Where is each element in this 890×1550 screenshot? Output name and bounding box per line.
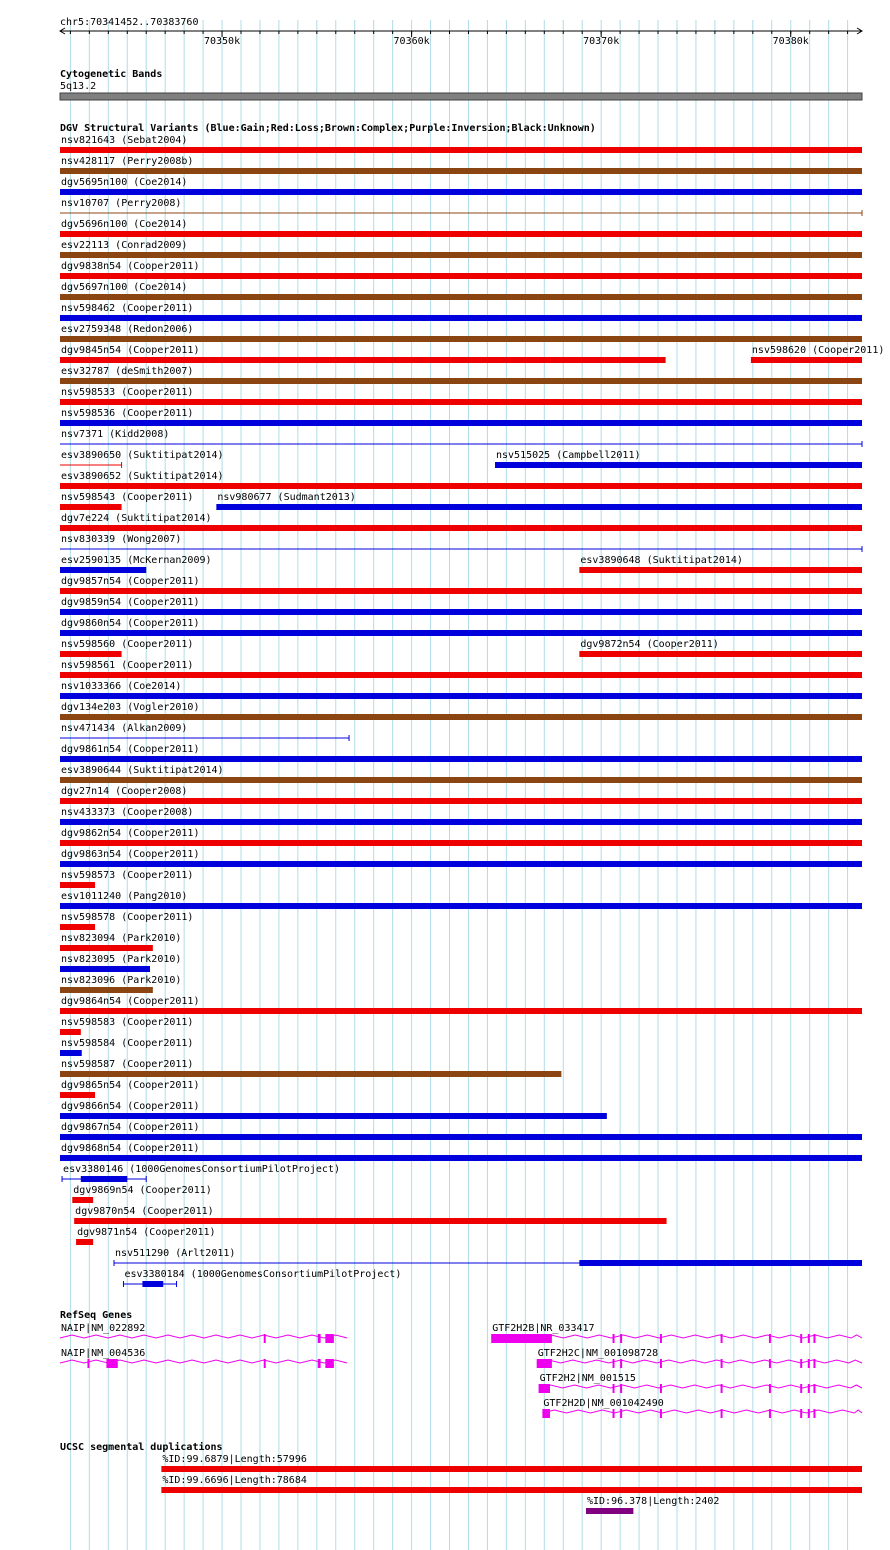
variant-label: nsv598583 (Cooper2011) (61, 1017, 194, 1028)
gene-label: GTF2H2D|NM_001042490 (543, 1398, 664, 1409)
variant-label: nsv598561 (Cooper2011) (61, 660, 194, 671)
variant-bar (60, 315, 862, 321)
segdup-track-title: UCSC segmental duplications (60, 1442, 223, 1453)
variant-label: nsv980677 (Sudmant2013) (217, 492, 356, 503)
variant-bar (60, 294, 862, 300)
variant-bar (60, 945, 153, 951)
variant-bar (60, 1113, 607, 1119)
variant-label: nsv821643 (Sebat2004) (61, 135, 188, 146)
variant-label: nsv823094 (Park2010) (61, 933, 182, 944)
variant-label: esv3890644 (Suktitipat2014) (61, 765, 224, 776)
variant-bar (60, 252, 862, 258)
cytoband-label: 5q13.2 (60, 81, 97, 92)
variant-label: esv32787 (deSmith2007) (61, 366, 194, 377)
variant-label: dgv7e224 (Suktitipat2014) (61, 513, 212, 524)
variant-bar (60, 567, 146, 573)
variant-bar (60, 630, 862, 636)
variant-label: esv3380184 (1000GenomesConsortiumPilotProject) (124, 1269, 402, 1280)
variant-bar (60, 504, 122, 510)
gene-exon (325, 1334, 334, 1343)
variant-bar (60, 1155, 862, 1161)
variant-bar (60, 672, 862, 678)
gene-exon (325, 1359, 334, 1368)
refseq-track-title: RefSeq Genes (60, 1310, 133, 1321)
variant-label: nsv10707 (Perry2008) (61, 198, 182, 209)
variant-bar (495, 462, 862, 468)
gene-exon (613, 1384, 615, 1393)
gene-exon (264, 1359, 266, 1368)
variant-label: esv3890648 (Suktitipat2014) (580, 555, 743, 566)
variant-bar (60, 693, 862, 699)
variant-label: nsv433373 (Cooper2008) (61, 807, 194, 818)
variant-label: dgv9869n54 (Cooper2011) (73, 1185, 212, 1196)
gene-exon (769, 1334, 771, 1343)
gene-exon (813, 1409, 815, 1418)
variant-bar (60, 147, 862, 153)
gene-exon (106, 1359, 117, 1368)
variant-label: dgv9863n54 (Cooper2011) (61, 849, 200, 860)
gene-label: NAIP|NM_004536 (61, 1348, 146, 1359)
variant-label: nsv598573 (Cooper2011) (61, 870, 194, 881)
gene-exon (620, 1409, 622, 1418)
variant-label: nsv823096 (Park2010) (61, 975, 182, 986)
variant-bar (60, 1134, 862, 1140)
variant-bar (60, 483, 862, 489)
variant-bar (60, 1050, 82, 1056)
variant-label: dgv9867n54 (Cooper2011) (61, 1122, 200, 1133)
segdup-bar (161, 1487, 862, 1493)
gene-exon (721, 1409, 723, 1418)
variant-label: nsv598543 (Cooper2011) (61, 492, 194, 503)
variant-bar (60, 609, 862, 615)
variant-label: dgv9868n54 (Cooper2011) (61, 1143, 200, 1154)
segdup-bar (161, 1466, 862, 1472)
variant-bar (60, 399, 862, 405)
variant-label: nsv1033366 (Coe2014) (61, 681, 182, 692)
variant-bar (60, 903, 862, 909)
variant-bar (60, 1008, 862, 1014)
variant-label: dgv9838n54 (Cooper2011) (61, 261, 200, 272)
gene-exon (808, 1359, 810, 1368)
variant-bar (60, 357, 666, 363)
variant-label: dgv9870n54 (Cooper2011) (75, 1206, 214, 1217)
variant-label: nsv830339 (Wong2007) (61, 534, 182, 545)
gene-exon (800, 1409, 802, 1418)
variant-label: dgv5695n100 (Coe2014) (61, 177, 188, 188)
variant-label: dgv9845n54 (Cooper2011) (61, 345, 200, 356)
cytoband-bar (60, 93, 862, 100)
gene-exon (491, 1334, 552, 1343)
gene-exon (800, 1334, 802, 1343)
gene-intron-line (537, 1360, 862, 1363)
variant-bar (60, 378, 862, 384)
variant-bar (60, 819, 862, 825)
gene-exon (808, 1409, 810, 1418)
gene-exon (808, 1334, 810, 1343)
variant-label: esv3890650 (Suktitipat2014) (61, 450, 224, 461)
variant-label: dgv9864n54 (Cooper2011) (61, 996, 200, 1007)
variant-label: nsv598533 (Cooper2011) (61, 387, 194, 398)
segdup-label: %ID:96.378|Length:2402 (586, 1496, 720, 1507)
gene-exon (660, 1409, 662, 1418)
variant-label: nsv598584 (Cooper2011) (61, 1038, 194, 1049)
variant-label: esv3380146 (1000GenomesConsortiumPilotProject) (63, 1164, 341, 1175)
gene-label: GTF2H2|NM_001515 (539, 1373, 636, 1384)
variant-label: dgv5696n100 (Coe2014) (61, 219, 188, 230)
variant-label: nsv598578 (Cooper2011) (61, 912, 194, 923)
gene-exon (813, 1384, 815, 1393)
variant-bar (60, 651, 122, 657)
variant-label: dgv9871n54 (Cooper2011) (77, 1227, 216, 1238)
dgv-track-title: DGV Structural Variants (Blue:Gain;Red:Loss;Brown:Complex;Purple:Inversion;Black:Unknown) (60, 123, 596, 134)
gene-exon (808, 1384, 810, 1393)
gene-exon (813, 1359, 815, 1368)
variant-core-bar (81, 1176, 127, 1182)
variant-label: dgv134e203 (Vogler2010) (61, 702, 200, 713)
variant-label: dgv9866n54 (Cooper2011) (61, 1101, 200, 1112)
cytoband-track-title: Cytogenetic Bands (60, 69, 163, 80)
variant-bar (60, 1092, 95, 1098)
tick-label: 70350k (203, 36, 241, 47)
gene-exon (539, 1384, 550, 1393)
tick-label: 70380k (772, 36, 809, 47)
gene-exon (613, 1359, 615, 1368)
variant-label: nsv428117 (Perry2008b) (61, 156, 194, 167)
gene-exon (769, 1359, 771, 1368)
variant-label: dgv9857n54 (Cooper2011) (61, 576, 200, 587)
gene-label: NAIP|NM_022892 (61, 1323, 146, 1334)
coordinate-label: chr5:70341452..70383760 (60, 17, 199, 28)
variant-bar (216, 504, 862, 510)
variant-bar (60, 588, 862, 594)
gene-exon (660, 1334, 662, 1343)
variant-bar (579, 651, 862, 657)
tick-label: 70370k (583, 36, 620, 47)
variant-bar (60, 168, 862, 174)
gene-exon (318, 1334, 321, 1343)
variant-label: esv2590135 (McKernan2009) (61, 555, 212, 566)
gene-label: GTF2H2B|NR_033417 (492, 1323, 595, 1334)
gene-exon (660, 1359, 662, 1368)
variant-label: esv3890652 (Suktitipat2014) (61, 471, 224, 482)
variant-label: dgv27n14 (Cooper2008) (61, 786, 188, 797)
variant-bar (60, 231, 862, 237)
gene-exon (613, 1334, 615, 1343)
variant-bar (60, 861, 862, 867)
variant-bar (72, 1197, 93, 1203)
variant-bar (60, 924, 95, 930)
variant-label: nsv598536 (Cooper2011) (61, 408, 194, 419)
variant-bar (60, 420, 862, 426)
gene-exon (721, 1359, 723, 1368)
gene-exon (87, 1359, 89, 1368)
tick-label: 70360k (393, 36, 430, 47)
variant-bar (60, 525, 862, 531)
variant-label: dgv9865n54 (Cooper2011) (61, 1080, 200, 1091)
variant-bar (579, 567, 862, 573)
variant-label: nsv598560 (Cooper2011) (61, 639, 194, 650)
gene-exon (620, 1384, 622, 1393)
variant-label: nsv598462 (Cooper2011) (61, 303, 194, 314)
variant-label: nsv515025 (Campbell2011) (496, 450, 641, 461)
variant-label: dgv9859n54 (Cooper2011) (61, 597, 200, 608)
gene-exon (537, 1359, 552, 1368)
gene-exon (800, 1359, 802, 1368)
variant-bar (60, 714, 862, 720)
variant-bar (60, 840, 862, 846)
gene-exon (769, 1409, 771, 1418)
variant-label: nsv598587 (Cooper2011) (61, 1059, 194, 1070)
gene-exon (318, 1359, 321, 1368)
variant-label: dgv9862n54 (Cooper2011) (61, 828, 200, 839)
gene-exon (660, 1384, 662, 1393)
gene-exon (264, 1334, 266, 1343)
variant-label: dgv9860n54 (Cooper2011) (61, 618, 200, 629)
variant-label: dgv9861n54 (Cooper2011) (61, 744, 200, 755)
variant-label: dgv9872n54 (Cooper2011) (580, 639, 719, 650)
variant-bar (60, 987, 153, 993)
variant-bar (60, 189, 862, 195)
gene-exon (721, 1384, 723, 1393)
variant-label: nsv511290 (Arlt2011) (114, 1248, 236, 1259)
gene-label: GTF2H2C|NM_001098728 (537, 1348, 659, 1359)
variant-bar (60, 882, 95, 888)
gene-exon (721, 1334, 723, 1343)
variant-bar (60, 1071, 561, 1077)
variant-label: esv2759348 (Redon2006) (61, 324, 194, 335)
variant-bar (60, 336, 862, 342)
gene-exon (620, 1334, 622, 1343)
variant-bar (60, 777, 862, 783)
variant-bar (74, 1218, 666, 1224)
segdup-bar (586, 1508, 633, 1514)
variant-bar (60, 756, 862, 762)
gene-exon (800, 1384, 802, 1393)
variant-label: nsv471434 (Alkan2009) (61, 723, 188, 734)
variant-label: esv22113 (Conrad2009) (61, 240, 188, 251)
gene-exon (620, 1359, 622, 1368)
gene-exon (769, 1384, 771, 1393)
variant-core-bar (142, 1281, 163, 1287)
variant-label: esv1011240 (Pang2010) (61, 891, 188, 902)
segdup-label: %ID:99.6696|Length:78684 (162, 1475, 307, 1486)
variant-label: nsv598620 (Cooper2011) (751, 345, 885, 356)
gene-exon (542, 1409, 550, 1418)
variant-bar (60, 966, 150, 972)
variant-bar (60, 273, 862, 279)
segdup-label: %ID:99.6879|Length:57996 (162, 1454, 307, 1465)
gene-exon (813, 1334, 815, 1343)
variant-bar (60, 798, 862, 804)
variant-label: nsv7371 (Kidd2008) (61, 429, 170, 440)
variant-bar (751, 357, 862, 363)
variant-label: nsv823095 (Park2010) (61, 954, 182, 965)
variant-bar (76, 1239, 93, 1245)
gene-exon (613, 1409, 615, 1418)
variant-label: dgv5697n100 (Coe2014) (61, 282, 188, 293)
variant-core-bar (579, 1260, 862, 1266)
variant-bar (60, 1029, 81, 1035)
